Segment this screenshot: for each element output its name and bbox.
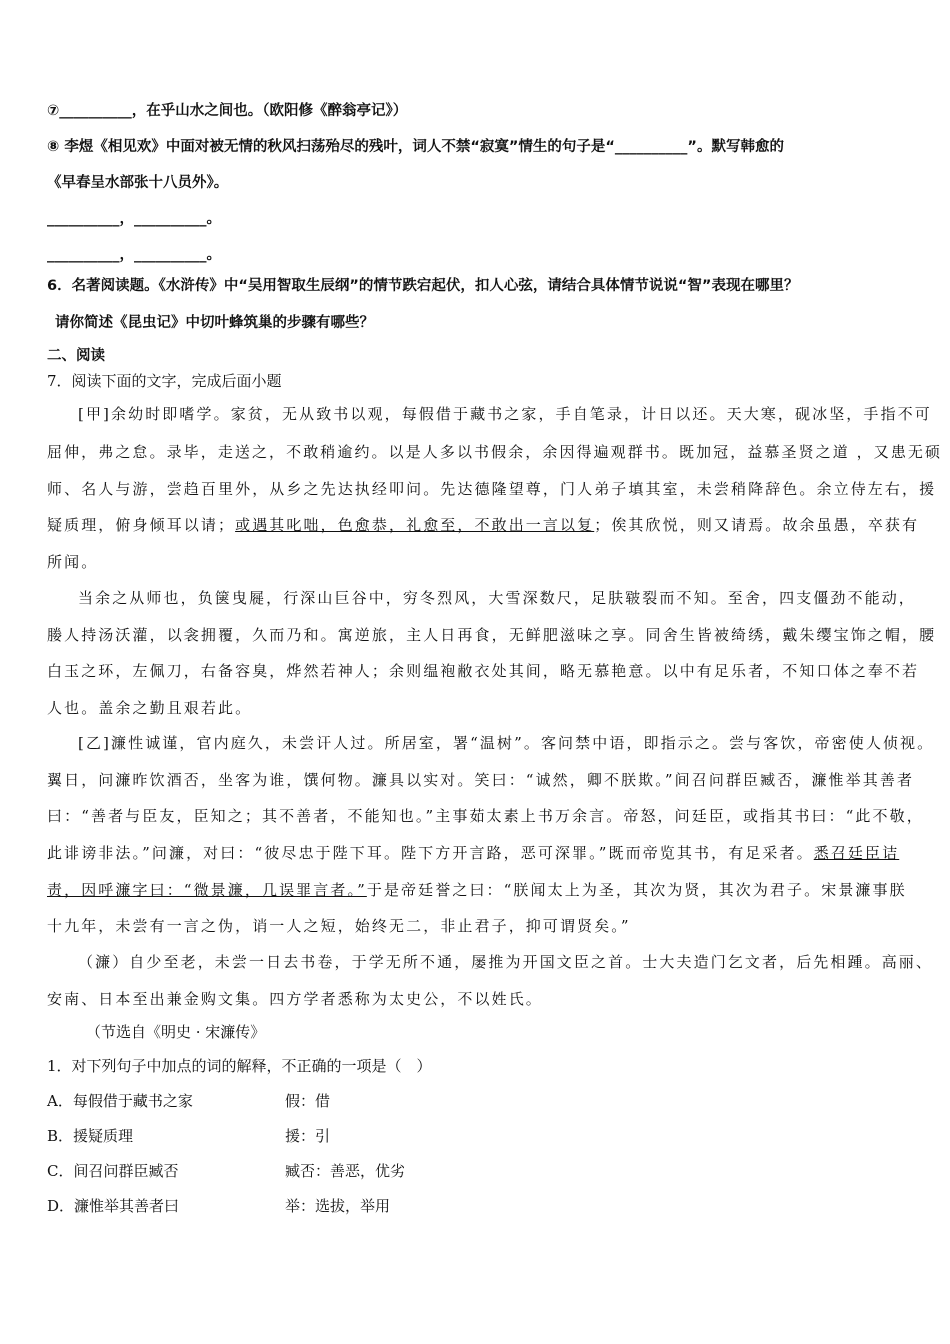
q7-prompt: 7．阅读下面的文字，完成后面小题 bbox=[47, 372, 282, 390]
option-d[interactable] bbox=[47, 1196, 647, 1216]
jia-p1-line2: 屈伸，弗之怠。录毕，走送之，不敢稍逾约。以是人多以书假余，余因得遍观群书。既加冠，益慕圣贤之道 ，又患无硕 bbox=[47, 443, 943, 461]
yi-line5-post: 于是帝廷誉之曰：“朕闻太上为圣，其次为贤，其次为君子。宋景濂事朕 bbox=[366, 881, 907, 899]
option-b-gloss: 援：引 bbox=[285, 1127, 331, 1145]
jia-p1-line4-post: ；俟其欣悦，则又请焉。故余虽愚，卒获有 bbox=[594, 516, 920, 534]
jia-p2-line2: 媵人持汤沃灌，以衾拥覆，久而乃和。寓逆旅，主人日再食，无鲜肥滋味之享。同舍生皆被绮绣，戴朱缨宝饰之帽，腰 bbox=[47, 626, 937, 644]
passage-source: （节选自《明史 · 宋濂传》 bbox=[86, 1023, 266, 1041]
yi-line3: 曰：“善者与臣友，臣知之；其不善者，不能知也。”主事茹太素上书万余言。帝怒，问廷臣，或指其书曰：“此不敬， bbox=[47, 807, 924, 825]
yi-line7: （濂）自少至老，未尝一日去书卷，于学无所不通，屡推为开国文臣之首。士大夫造门乞文者，后先相踵。高丽、 bbox=[78, 953, 934, 971]
option-d-label: D．濂惟举其善者曰 bbox=[47, 1197, 180, 1215]
q6-line2: 请你简述《昆虫记》中切叶蜂筑巢的步骤有哪些？ bbox=[55, 315, 374, 331]
section2-title: 二、阅读 bbox=[47, 348, 105, 364]
jia-p2-line1: 当余之从师也，负箧曳屣，行深山巨谷中，穷冬烈风，大雪深数尺，足肤皲裂而不知。至舍，四支僵劲不能动， bbox=[78, 589, 916, 607]
q6-line1: 6．名著阅读题。《水浒传》中“吴用智取生辰纲”的情节跌宕起伏，扣人心弦，请结合具体情节说说“智”表现在哪里？ bbox=[47, 278, 799, 294]
option-b-label: B．援疑质理 bbox=[47, 1127, 134, 1145]
yi-line6: 十九年，未尝有一言之伪，诮一人之短，始终无二，非止君子，抑可谓贤矣。” bbox=[47, 917, 631, 935]
option-d-gloss: 举：选拔，举用 bbox=[285, 1197, 391, 1215]
option-c-gloss: 臧否：善恶，优劣 bbox=[285, 1162, 406, 1180]
jia-underlined-sentence: 或遇其叱咄，色愈恭，礼愈至，不敢出一言以复 bbox=[235, 516, 595, 534]
jia-p1-line4 bbox=[47, 515, 919, 535]
jia-p2-line3: 白玉之环，左佩刀，右备容臭，烨然若神人；余则缊袍敝衣处其间，略无慕艳意。以中有足乐者，不知口体之奉不若 bbox=[47, 662, 920, 680]
yi-line4 bbox=[47, 843, 899, 863]
yi-line1: [乙]濂性诚谨，官内庭久，未尝讦人过。所居室，署“温树”。客问禁中语，即指示之。尝与客饮，帝密使人侦视。 bbox=[78, 734, 935, 752]
q5-item7: ⑦__________，在乎山水之间也。（欧阳修《醉翁亭记》） bbox=[47, 103, 408, 119]
option-c[interactable] bbox=[47, 1161, 647, 1181]
option-c-label: C．间召问群臣臧否 bbox=[47, 1162, 179, 1180]
jia-p1-line5: 所闻。 bbox=[47, 553, 99, 571]
jia-p2-line4: 人也。盖余之勤且艰若此。 bbox=[47, 699, 253, 717]
q5-blank-line1: __________，__________。 bbox=[47, 211, 221, 227]
yi-line8: 安南、日本至出兼金购文集。四方学者悉称为太史公，不以姓氏。 bbox=[47, 990, 543, 1008]
q5-item8-line2: 《早春呈水部张十八员外》。 bbox=[47, 175, 229, 191]
option-a-gloss: 假：借 bbox=[285, 1092, 331, 1110]
yi-line2: 翼日，问濂昨饮酒否，坐客为谁，馔何物。濂具以实对。笑曰：“诚然，卿不朕欺。”间召问群臣臧否，濂惟举其善者 bbox=[47, 771, 915, 789]
jia-p1-line3: 师、名人与游，尝趋百里外，从乡之先达执经叩问。先达德隆望尊，门人弟子填其室，未尝稍降辞色。余立侍左右，援 bbox=[47, 480, 937, 498]
q5-item8-line1: ⑧ 李煜《相见欢》中面对被无情的秋风扫荡殆尽的残叶，词人不禁“寂寞”情生的句子是“__________”。默写韩愈的 bbox=[47, 139, 784, 155]
jia-p1-line1: [甲]余幼时即嗜学。家贫，无从致书以观，每假借于藏书之家，手自笔录，计日以还。天大寒，砚冰坚，手指不可 bbox=[78, 405, 932, 423]
option-a-label: A．每假借于藏书之家 bbox=[47, 1092, 193, 1110]
jia-p1-line4-pre: 疑质理，俯身倾耳以请； bbox=[47, 516, 236, 534]
yi-underlined-end: 责，因呼濂字曰：“微景濂，几误罪言者。” bbox=[47, 881, 367, 899]
yi-line4-pre: 此诽谤非法。”问濂，对曰：“彼尽忠于陛下耳。陛下方开言路，恶可深罪。”既而帝览其书，有足采者。 bbox=[47, 844, 814, 862]
option-a[interactable] bbox=[47, 1091, 647, 1111]
option-b[interactable] bbox=[47, 1126, 647, 1146]
sub1-stem: 1．对下列句子中加点的词的解释，不正确的一项是（ ） bbox=[47, 1057, 432, 1075]
yi-underlined-start: 悉召廷臣诘 bbox=[813, 844, 900, 862]
yi-line5 bbox=[47, 880, 907, 900]
q5-blank-line2: __________，__________。 bbox=[47, 247, 221, 263]
